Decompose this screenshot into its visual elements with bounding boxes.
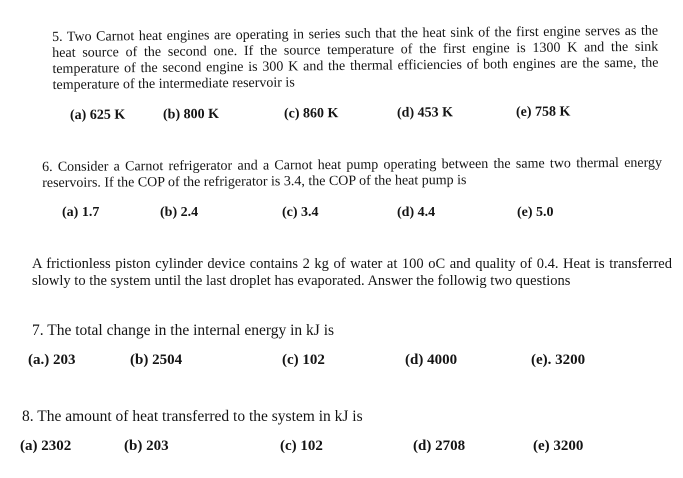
q7-option-d: (d) 4000 xyxy=(405,352,458,368)
q7-option-a: (a.) 203 xyxy=(28,352,76,368)
question-5-text: 5. Two Carnot heat engines are operating in series such that the heat sink of the first engine serves as the heat source of the second one. If the source temperature of the first engine is 1300 K and the sink temperature of the second engine is 300 K and the thermal efficiencies of both engines are the same, the temperature of the intermediate reservoir is xyxy=(52,23,659,93)
question-6-options xyxy=(0,205,683,223)
question-8-text: 8. The amount of heat transferred to the system in kJ is xyxy=(22,408,363,425)
q7-option-b: (b) 2504 xyxy=(130,352,183,368)
question-7-text: 7. The total change in the internal energy in kJ is xyxy=(32,322,335,339)
q6-option-a: (a) 1.7 xyxy=(62,205,100,220)
q7-option-e: (e). 3200 xyxy=(531,352,586,368)
q6-option-b: (b) 2.4 xyxy=(160,205,199,220)
q6-option-e: (e) 5.0 xyxy=(517,205,554,220)
q5-option-a: (a) 625 K xyxy=(69,107,126,123)
q8-option-c: (c) 102 xyxy=(280,438,323,454)
q8-option-a: (a) 2302 xyxy=(20,438,72,454)
question-8-options xyxy=(0,438,683,456)
scenario-intro-text: A frictionless piston cylinder device contains 2 kg of water at 100 oC and quality of 0.4. Heat is transferred slowly to the system until the last droplet has evaporated. Answer the followig two questions xyxy=(32,256,672,289)
q8-option-b: (b) 203 xyxy=(124,438,169,454)
question-6-text: 6. Consider a Carnot refrigerator and a Carnot heat pump operating between the same two thermal energy reservoirs. If the COP of the refrigerator is 3.4, the COP of the heat pump is xyxy=(42,155,663,191)
q8-option-e: (e) 3200 xyxy=(533,438,584,454)
q7-option-c: (c) 102 xyxy=(282,352,325,368)
q6-option-c: (c) 3.4 xyxy=(282,205,319,220)
q5-option-d: (d) 453 K xyxy=(396,105,454,121)
q8-option-d: (d) 2708 xyxy=(413,438,466,454)
q5-option-e: (e) 758 K xyxy=(515,104,571,120)
question-7-options xyxy=(0,352,683,370)
q5-option-c: (c) 860 K xyxy=(283,106,339,122)
question-5-options xyxy=(0,104,683,127)
q6-option-d: (d) 4.4 xyxy=(397,205,436,220)
q5-option-b: (b) 800 K xyxy=(162,106,220,123)
